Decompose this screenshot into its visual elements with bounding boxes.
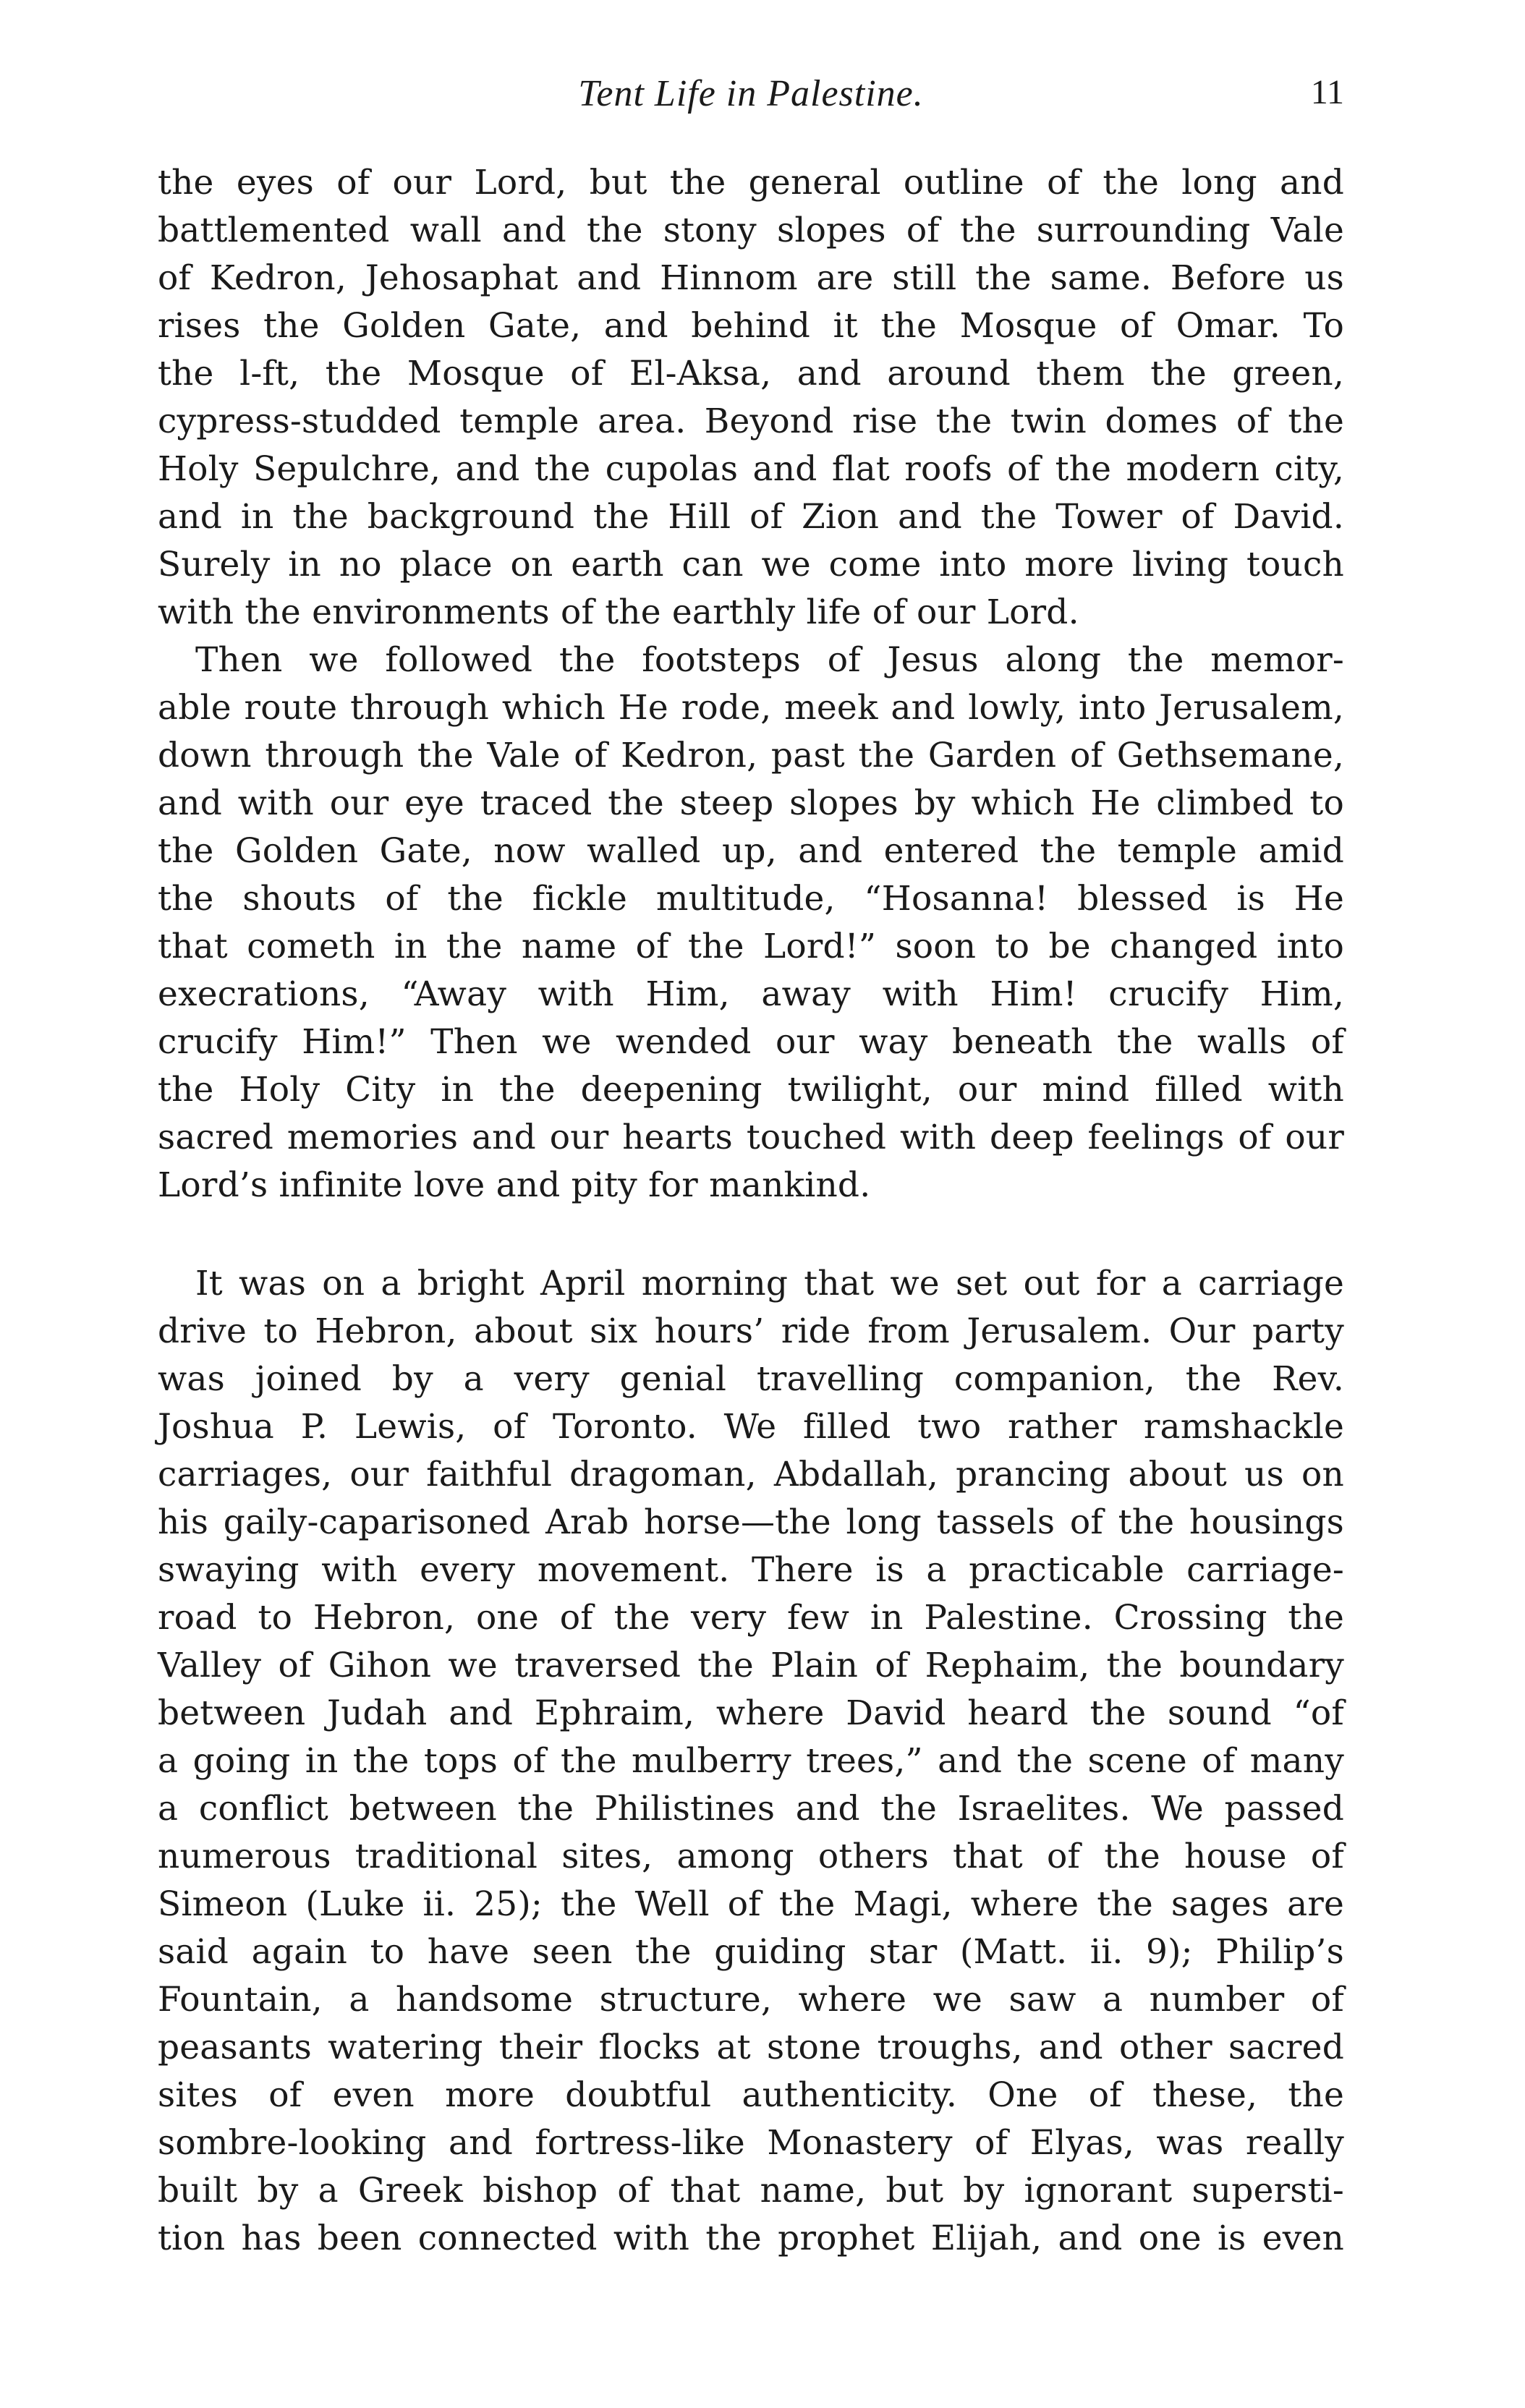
text-line: tion has been connected with the prophet Elijah, and one is even xyxy=(158,2218,1344,2258)
page-number: 11 xyxy=(1310,73,1344,111)
text-line: able route through which He rode, meek and lowly, into Jerusalem, xyxy=(158,688,1344,728)
running-header xyxy=(158,65,1344,130)
text-line: Holy Sepulchre, and the cupolas and flat roofs of the modern city, xyxy=(158,449,1344,489)
text-line: was joined by a very genial travelling companion, the Rev. xyxy=(158,1359,1344,1399)
text-line: crucify Him!” Then we wended our way beneath the walls of xyxy=(158,1022,1344,1062)
text-line: Valley of Gihon we traversed the Plain of Rephaim, the boundary xyxy=(158,1646,1344,1685)
text-line: of Kedron, Jehosaphat and Hinnom are still the same. Before us xyxy=(158,258,1344,298)
text-line: built by a Greek bishop of that name, but by ignorant supersti- xyxy=(158,2171,1344,2211)
text-line: the shouts of the fickle multitude, “Hosanna! blessed is He xyxy=(158,879,1344,919)
text-line: the eyes of our Lord, but the general outline of the long and xyxy=(158,163,1344,203)
book-page xyxy=(158,65,1344,2263)
text-line: between Judah and Ephraim, where David heard the sound “of xyxy=(158,1693,1344,1733)
text-line: sacred memories and our hearts touched with deep feelings of our xyxy=(158,1118,1344,1157)
text-line: Then we followed the footsteps of Jesus along the memor- xyxy=(195,640,1344,680)
text-line: sites of even more doubtful authenticity. One of these, the xyxy=(158,2075,1344,2115)
text-line: his gaily-caparisoned Arab horse—the long tassels of the housings xyxy=(158,1502,1344,1542)
text-line: the Holy City in the deepening twilight, our mind filled with xyxy=(158,1070,1344,1110)
text-line: carriages, our faithful dragoman, Abdallah, prancing about us on xyxy=(158,1455,1344,1494)
text-line: Fountain, a handsome structure, where we saw a number of xyxy=(158,1980,1344,2020)
text-line: that cometh in the name of the Lord!” soon to be changed into xyxy=(158,927,1344,966)
text-line: It was on a bright April morning that we set out for a carriage xyxy=(195,1264,1344,1303)
text-line: and in the background the Hill of Zion and the Tower of David. xyxy=(158,497,1344,537)
text-line: battlemented wall and the stony slopes of the surrounding Vale xyxy=(158,210,1344,250)
text-line: cypress-studded temple area. Beyond rise the twin domes of the xyxy=(158,401,1344,441)
text-line: Joshua P. Lewis, of Toronto. We filled two rather ramshackle xyxy=(158,1407,1344,1447)
running-title: Tent Life in Palestine. xyxy=(578,73,924,114)
paragraph-break xyxy=(158,1209,1344,1260)
paragraph-2 xyxy=(158,637,1344,1209)
text-line: down through the Vale of Kedron, past the Garden of Gethsemane, xyxy=(158,736,1344,775)
paragraph-3 xyxy=(158,1260,1344,2263)
text-line: rises the Golden Gate, and behind it the Mosque of Omar. To xyxy=(158,306,1344,346)
text-line: road to Hebron, one of the very few in Palestine. Crossing the xyxy=(158,1598,1344,1638)
text-line: a conflict between the Philistines and the Israelites. We passed xyxy=(158,1789,1344,1829)
paragraph-1 xyxy=(158,159,1344,637)
text-line: sombre-looking and fortress-like Monastery of Elyas, was really xyxy=(158,2123,1344,2163)
text-line: peasants watering their flocks at stone troughs, and other sacred xyxy=(158,2028,1344,2067)
text-line: execrations, “Away with Him, away with Him! crucify Him, xyxy=(158,974,1344,1014)
text-line: with the environments of the earthly life of our Lord. xyxy=(158,592,1079,632)
text-line: Simeon (Luke ii. 25); the Well of the Magi, where the sages are xyxy=(158,1884,1344,1924)
text-line: swaying with every movement. There is a practicable carriage- xyxy=(158,1550,1344,1590)
text-line: the l-ft, the Mosque of El-Aksa, and around them the green, xyxy=(158,354,1344,393)
text-line: Lord’s infinite love and pity for mankind. xyxy=(158,1165,871,1205)
text-line: a going in the tops of the mulberry trees,” and the scene of many xyxy=(158,1741,1344,1781)
text-line: Surely in no place on earth can we come into more living touch xyxy=(158,545,1344,584)
text-line: drive to Hebron, about six hours’ ride from Jerusalem. Our party xyxy=(158,1311,1344,1351)
text-line: the Golden Gate, now walled up, and entered the temple amid xyxy=(158,831,1344,871)
text-line: said again to have seen the guiding star (Matt. ii. 9); Philip’s xyxy=(158,1932,1344,1972)
text-line: numerous traditional sites, among others that of the house of xyxy=(158,1837,1344,1876)
text-line: and with our eye traced the steep slopes by which He climbed to xyxy=(158,783,1344,823)
